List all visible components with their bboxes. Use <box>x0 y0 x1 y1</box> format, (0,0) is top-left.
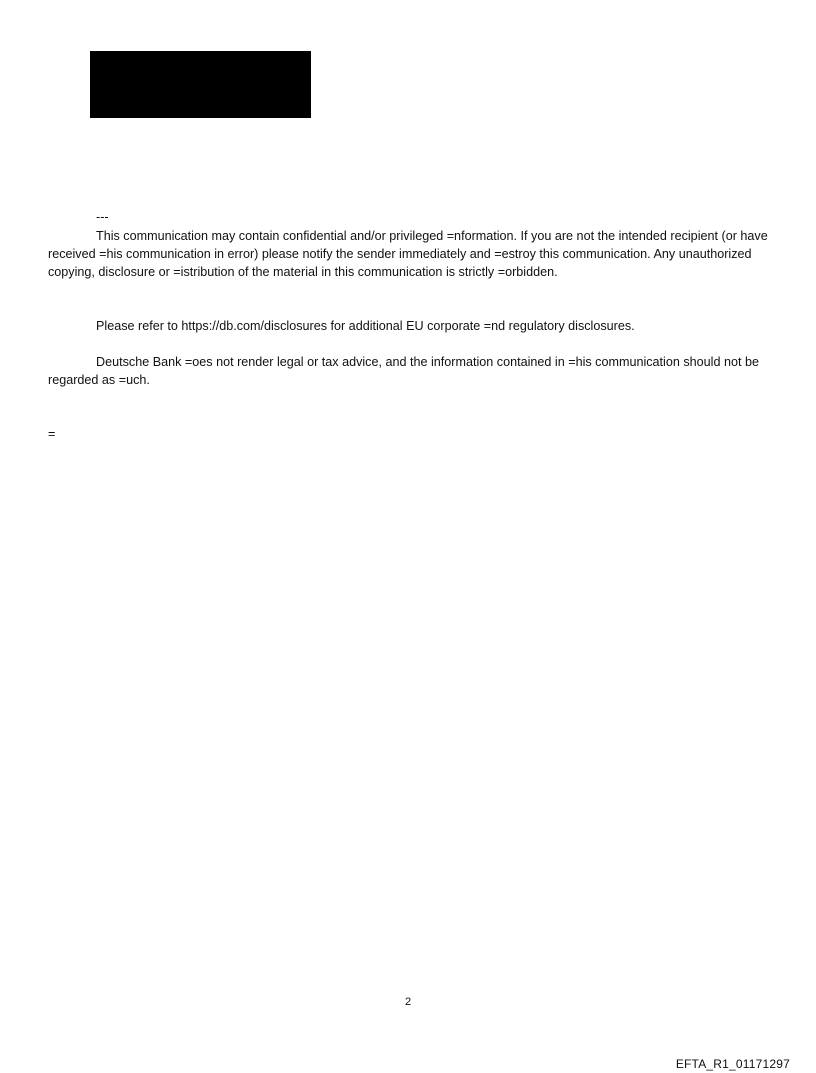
trailing-equals-mark: = <box>48 427 56 441</box>
legal-advice-notice <box>48 353 778 389</box>
redaction-block <box>90 51 311 118</box>
document-id: EFTA_R1_01171297 <box>675 1057 790 1071</box>
confidentiality-notice-text: This communication may contain confidential and/or privileged =nformation. If you are not the intended recipient (or have received =his communication in error) please notify the sender immediately and =estroy this communication. Any unauthorized copying, disclosure or =istribution of the material in this communication is strictly =orbidden. <box>48 229 768 279</box>
signature-separator: --- <box>96 210 109 224</box>
disclosures-notice <box>48 317 778 335</box>
disclosures-notice-text: Please refer to https://db.com/disclosures for additional EU corporate =nd regulatory disclosures. <box>96 319 635 333</box>
legal-advice-notice-text: Deutsche Bank =oes not render legal or tax advice, and the information contained in =his communication should not be regarded as =uch. <box>48 355 759 387</box>
confidentiality-notice <box>48 227 778 281</box>
page-number: 2 <box>404 996 412 1008</box>
